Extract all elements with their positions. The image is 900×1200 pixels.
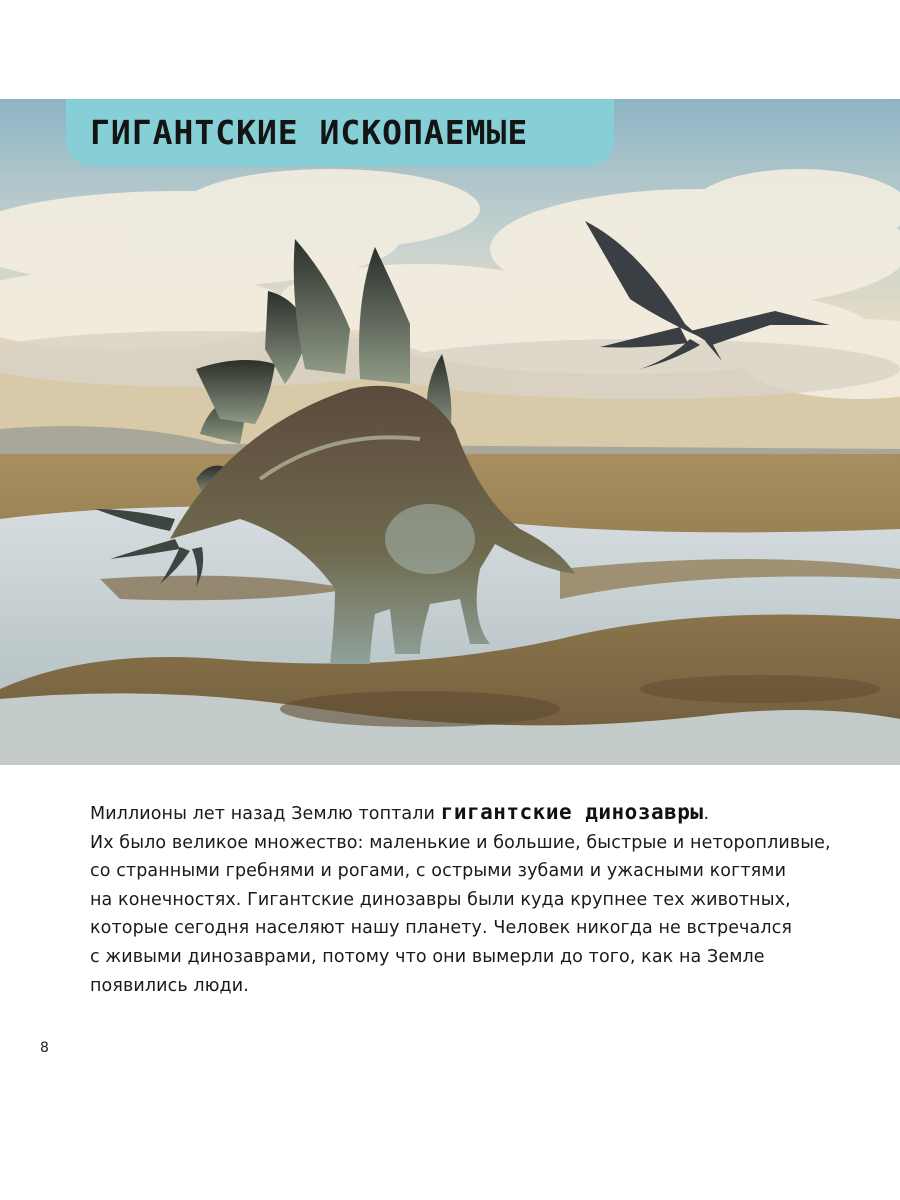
page-title: ГИГАНТСКИЕ ИСКОПАЕМЫЕ: [90, 113, 529, 152]
paragraph-line-7: появились люди.: [90, 975, 249, 996]
dinosaur-illustration: [0, 99, 900, 765]
paragraph-line-5: которые сегодня населяют нашу планету. Человек никогда не встречался: [90, 918, 792, 939]
highlighted-term: гигантские динозавры: [440, 800, 704, 824]
paragraph-line-6: с живыми динозаврами, потому что они вымерли до того, как на Земле: [90, 946, 765, 967]
line-1-suffix: .: [703, 804, 710, 824]
intro-paragraph: [90, 798, 831, 1000]
title-banner: [66, 99, 614, 166]
line-1-prefix: Миллионы лет назад Землю топтали: [90, 804, 441, 824]
paragraph-line-1: [90, 798, 820, 829]
page-number: 8: [40, 1040, 49, 1056]
paragraph-line-4: на конечностях. Гигантские динозавры были куда крупнее тех животных,: [90, 889, 791, 910]
paragraph-line-3: со странными гребнями и рогами, с острыми зубами и ужасными когтями: [90, 861, 787, 882]
paragraph-line-2: Их было великое множество: маленькие и большие, быстрые и неторопливые,: [90, 832, 831, 853]
